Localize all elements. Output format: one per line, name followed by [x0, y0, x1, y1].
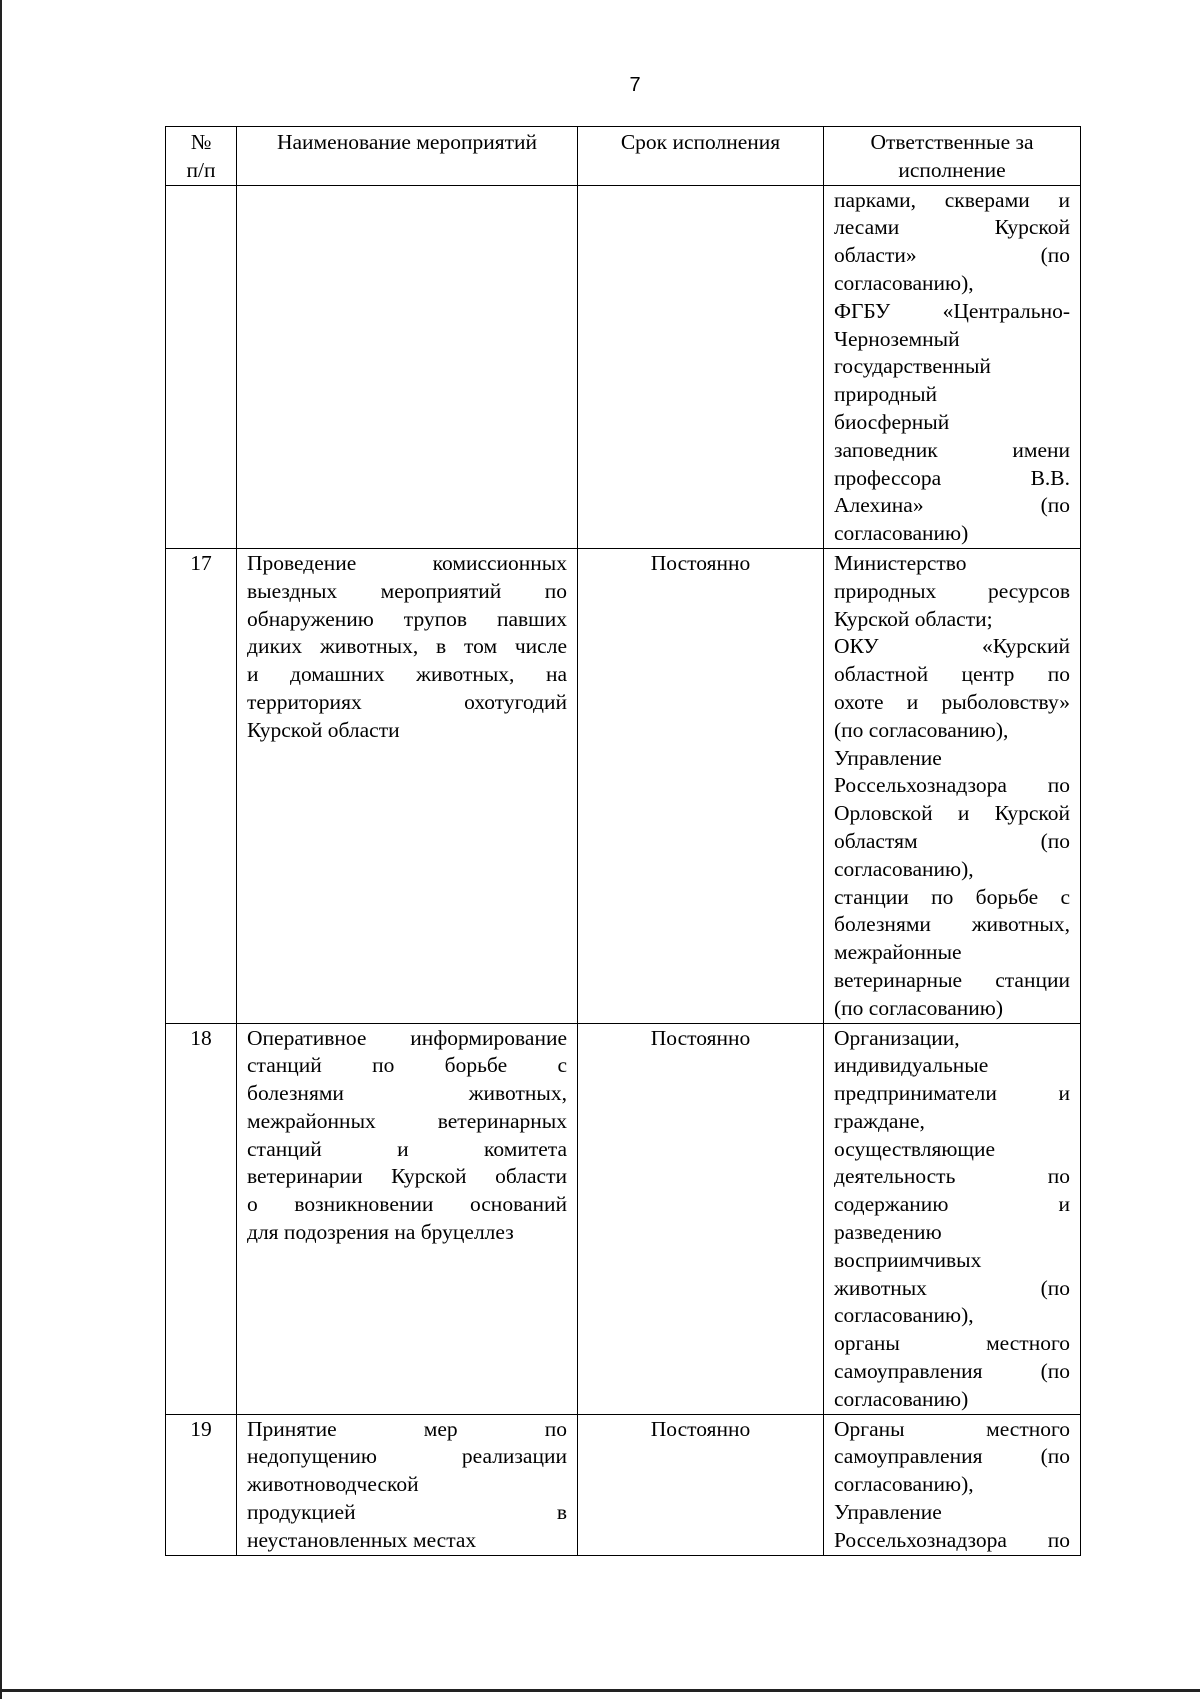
cell-text-line: Управление	[834, 745, 942, 770]
cell-text-line: охоте и рыболовству»	[834, 689, 1070, 714]
cell-text-line: межрайонных ветеринарных	[247, 1108, 567, 1133]
cell-text-line: Алехина» (по	[834, 493, 1070, 518]
cell-text-line: деятельность по	[834, 1164, 1070, 1189]
table-row	[166, 185, 1081, 548]
cell-measure-name	[237, 1023, 578, 1414]
cell-text-line: (по согласованию)	[834, 995, 1004, 1020]
cell-deadline: Постоянно	[578, 1414, 824, 1555]
cell-text-line: органы местного	[834, 1331, 1070, 1356]
cell-text-line: профессора В.В.	[834, 465, 1070, 490]
cell-text-line: индивидуальные	[834, 1053, 989, 1078]
cell-text-line: согласованию),	[834, 1303, 974, 1328]
header-responsible	[824, 127, 1081, 186]
cell-text-line: межрайонные	[834, 940, 962, 965]
cell-text-line: для подозрения на бруцеллез	[247, 1220, 514, 1245]
cell-text-line: Оперативное информирование	[247, 1025, 567, 1050]
cell-text-line: о возникновении оснований	[247, 1192, 567, 1217]
table-row	[166, 1414, 1081, 1555]
cell-text-line: областям (по	[834, 828, 1070, 853]
cell-text-line: заповедник имени	[834, 437, 1070, 462]
cell-text-line: Министерство	[834, 550, 967, 575]
cell-responsible	[824, 185, 1081, 548]
cell-deadline	[578, 185, 824, 548]
cell-text-line: согласованию),	[834, 270, 974, 295]
cell-text-line: разведению	[834, 1220, 942, 1245]
cell-text-line: станций по борьбе с	[247, 1053, 567, 1078]
header-line: Ответственные за	[870, 130, 1034, 154]
cell-text-line: ФГБУ «Центрально-	[834, 298, 1070, 323]
cell-text-line: государственный	[834, 354, 991, 379]
header-line: Срок исполнения	[620, 130, 781, 154]
cell-text-line: Органы местного	[834, 1416, 1070, 1441]
cell-text-line: Принятие мер по	[247, 1416, 567, 1441]
cell-text-line: Черноземный	[834, 326, 960, 351]
cell-text-line: самоуправления (по	[834, 1444, 1070, 1469]
header-line: исполнение	[898, 157, 1006, 182]
cell-text-line: осуществляющие	[834, 1136, 996, 1161]
cell-text-line: ОКУ «Курский	[834, 634, 1070, 659]
cell-text-line: продукцией в	[247, 1500, 567, 1525]
cell-text-line: области» (по	[834, 243, 1070, 268]
cell-text-line: Проведение комиссионных	[247, 550, 567, 575]
cell-deadline: Постоянно	[578, 548, 824, 1023]
cell-deadline: Постоянно	[578, 1023, 824, 1414]
cell-text-line: согласованию)	[834, 521, 969, 546]
cell-text-line: природный	[834, 382, 938, 407]
cell-measure-name	[237, 548, 578, 1023]
cell-text-line: согласованию),	[834, 856, 974, 881]
cell-text-line: областной центр по	[834, 662, 1070, 687]
cell-text-line: согласованию),	[834, 1472, 974, 1497]
cell-text-line: станции по борьбе с	[834, 884, 1070, 909]
cell-text-line: ветеринарии Курской области	[247, 1164, 567, 1189]
cell-text-line: восприимчивых	[834, 1247, 982, 1272]
cell-text-line: лесами Курской	[834, 215, 1070, 240]
cell-text-line: неустановленных местах	[247, 1527, 477, 1552]
cell-measure-name	[237, 185, 578, 548]
cell-number	[166, 185, 237, 548]
cell-text-line: содержанию и	[834, 1192, 1070, 1217]
cell-text-line: выездных мероприятий по	[247, 578, 567, 603]
cell-text-line: Организации,	[834, 1025, 960, 1050]
header-line: п/п	[186, 157, 216, 182]
scan-edge-bottom	[0, 1689, 1200, 1692]
header-measure-name	[237, 127, 578, 186]
cell-text-line: граждане,	[834, 1108, 925, 1133]
table-row	[166, 548, 1081, 1023]
cell-text-line: согласованию)	[834, 1386, 969, 1411]
cell-number: 17	[166, 548, 237, 1023]
cell-text-line: болезнями животных,	[247, 1081, 567, 1106]
cell-text-line: животноводческой	[247, 1472, 419, 1497]
cell-text-line: (по согласованию),	[834, 717, 1009, 742]
table-row	[166, 1023, 1081, 1414]
header-number	[166, 127, 237, 186]
cell-responsible	[824, 1023, 1081, 1414]
header-line: Наименование мероприятий	[276, 130, 538, 154]
cell-text-line: и домашних животных, на	[247, 662, 567, 687]
cell-text-line: Курской области;	[834, 606, 993, 631]
page-number: 7	[629, 74, 641, 96]
cell-text-line: Курской области	[247, 717, 400, 742]
header-line: №	[190, 130, 212, 154]
cell-text-line: территориях охотугодий	[247, 689, 567, 714]
cell-text-line: Россельхознадзора по	[834, 773, 1070, 798]
cell-text-line: недопущению реализации	[247, 1444, 567, 1469]
scan-edge-left	[0, 0, 2, 1699]
measures-table	[165, 126, 1081, 1556]
cell-number: 18	[166, 1023, 237, 1414]
cell-measure-name	[237, 1414, 578, 1555]
cell-text-line: предприниматели и	[834, 1081, 1070, 1106]
cell-text-line: Управление	[834, 1500, 942, 1525]
cell-text-line: Россельхознадзора по	[834, 1527, 1070, 1552]
header-deadline	[578, 127, 824, 186]
cell-text-line: парками, скверами и	[834, 187, 1070, 212]
cell-text-line: ветеринарные станции	[834, 967, 1070, 992]
cell-text-line: Орловской и Курской	[834, 801, 1070, 826]
cell-responsible	[824, 548, 1081, 1023]
cell-text-line: природных ресурсов	[834, 578, 1070, 603]
cell-text-line: станций и комитета	[247, 1136, 567, 1161]
cell-responsible	[824, 1414, 1081, 1555]
table-header-row	[166, 127, 1081, 186]
cell-text-line: самоуправления (по	[834, 1359, 1070, 1384]
cell-number: 19	[166, 1414, 237, 1555]
cell-text-line: болезнями животных,	[834, 912, 1070, 937]
cell-text-line: диких животных, в том числе	[247, 634, 567, 659]
cell-text-line: животных (по	[834, 1275, 1070, 1300]
cell-text-line: обнаружению трупов павших	[247, 606, 567, 631]
cell-text-line: биосферный	[834, 409, 950, 434]
